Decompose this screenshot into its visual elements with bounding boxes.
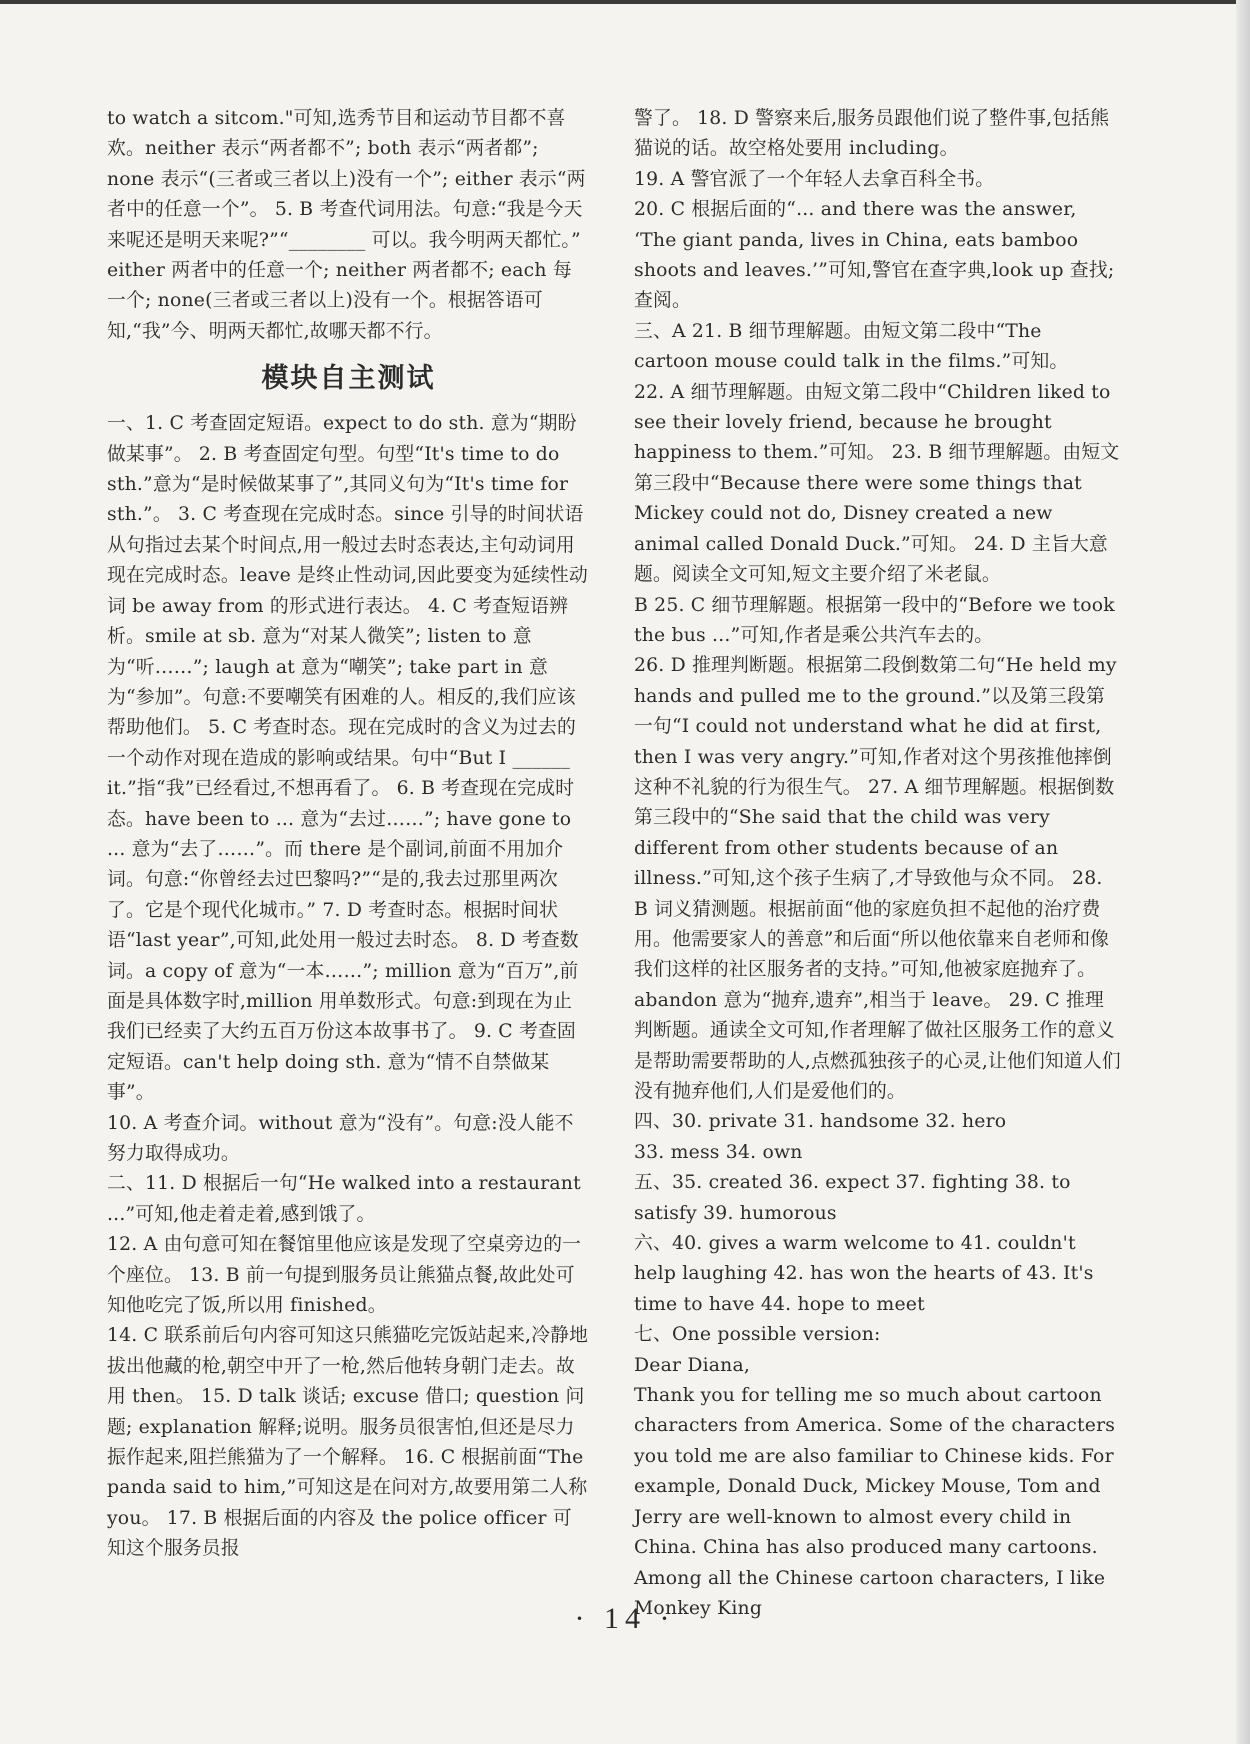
right-column — [634, 104, 1121, 1624]
answer-paragraph: 26. D 推理判断题。根据第二段倒数第二句“He held my hands and pulled me to the ground.”以及第三段第一句“I could not understand what he did at first, then I was very angry.”可知,作者对这个男孩推他摔倒这种不礼貌的行为很生气。 27. A 细节理解题。根据倒数第三段中的“She said that the child was very different from other students because of an illness.”可知,这个孩子生病了,才导致他与众不同。 28. B 词义猜测题。根据前面“他的家庭负担不起他的治疗费用。他需要家人的善意”和后面“所以他依靠来自老师和像我们这样的社区服务者的支持。”可知,他被家庭抛弃了。abandon 意为“抛弃,遗弃”,相当于 leave。 29. C 推理判断题。通读全文可知,作者理解了做社区服务工作的意义是帮助需要帮助的人,点燃孤独孩子的心灵,让他们知道人们没有抛弃他们,人们是爱他们的。 — [634, 655, 1121, 1102]
answer-paragraph: 警了。 18. D 警察来后,服务员跟他们说了整件事,包括熊猫说的话。故空格处要用 including。 — [634, 108, 1110, 160]
left-column — [107, 104, 590, 1565]
answer-paragraph: 33. mess 34. own — [634, 1141, 803, 1163]
answer-paragraph: 五、35. created 36. expect 37. fighting 38. to satisfy 39. humorous — [634, 1172, 1071, 1224]
answer-paragraph: 七、One possible version: — [634, 1324, 881, 1346]
answer-paragraph: 20. C 根据后面的“... and there was the answer, ‘The giant panda, lives in China, eats bamboo shoots and leaves.’”可知,警官在查字典,look up 查找;查阅。 — [634, 199, 1115, 312]
answer-paragraph: 10. A 考查介词。without 意为“没有”。句意:没人能不努力取得成功。 — [107, 1112, 574, 1164]
top-rule — [0, 0, 1250, 4]
section-title: 模块自主测试 — [261, 363, 436, 395]
answer-paragraph: 12. A 由句意可知在餐馆里他应该是发现了空桌旁边的一个座位。 13. B 前一句提到服务员让熊猫点餐,故此处可知他吃完了饭,所以用 finished。 — [107, 1234, 582, 1317]
answer-paragraph: 19. A 警官派了一个年轻人去拿百科全书。 — [634, 168, 995, 190]
answer-paragraph: 四、30. private 31. handsome 32. hero — [634, 1111, 1007, 1133]
answer-paragraph: Dear Diana, — [634, 1354, 751, 1376]
answer-paragraph: 二、11. D 根据后一句“He walked into a restaurant ...”可知,他走着走着,感到饿了。 — [107, 1173, 581, 1225]
answer-paragraph: 三、A 21. B 细节理解题。由短文第二段中“The cartoon mouse could talk in the films.”可知。 — [634, 320, 1069, 373]
answer-paragraph: 14. C 联系前后句内容可知这只熊猫吃完饭站起来,冷静地拔出他藏的枪,朝空中开了一枪,然后他转身朝门走去。故用 then。 15. D talk 谈话; excuse 借口; question 问题; explanation 解释;说明。服务员很害怕,但还是尽力振作起来,阻拦熊猫为了一个解释。 16. C 根据前面“The panda said to him,”可知这是在问对方,故要用第二人称 you。 17. B 根据后面的内容及 the police officer 可知这个服务员报 — [107, 1325, 589, 1560]
intro-paragraph: to watch a sitcom."可知,选秀节目和运动节目都不喜欢。neither 表示“两者都不”; both 表示“两者都”; none 表示“(三者或三者以上)没有一个”; either 表示“两者中的任意一个”。 5. B 考查代词用法。句意:“我是今天来呢还是明天来呢?”“________ 可以。我今明两天都忙。” either 两者中的任意一个; neither 两者都不; each 每一个; none(三者或三者以上)没有一个。根据答语可知,“我”今、明两天都忙,故哪天都不行。 — [107, 108, 586, 342]
answer-paragraph: Thank you for telling me so much about cartoon characters from America. Some of the characters you told me are also familiar to Chinese kids. For example, Donald Duck, Mickey Mouse, Tom and Jerry are well-known to almost every child in China. China has also produced many cartoons. Among all the Chinese cartoon characters, I like Monkey King — [634, 1385, 1116, 1619]
answer-paragraph: B 25. C 细节理解题。根据第一段中的“Before we took the bus ...”可知,作者是乘公共汽车去的。 — [634, 594, 1115, 646]
page-edge-shadow — [1236, 0, 1250, 1744]
answer-paragraph: 22. A 细节理解题。由短文第二段中“Children liked to see their lovely friend, because he brought happiness to them.”可知。 23. B 细节理解题。由短文第三段中“Because there were some things that Mickey could not do, Disney created a new animal called Donald Duck.”可知。 24. D 主旨大意题。阅读全文可知,短文主要介绍了米老鼠。 — [634, 381, 1120, 586]
answer-paragraph: 六、40. gives a warm welcome to 41. couldn't help laughing 42. has won the hearts of 43. It's time to have 44. hope to meet — [634, 1233, 1094, 1315]
page-number: · 14 · — [574, 1602, 676, 1635]
answer-paragraph: 一、1. C 考查固定短语。expect to do sth. 意为“期盼做某事”。 2. B 考查固定句型。句型“It's time to do sth.”意为“是时候做某事了”,其同义句为“It's time for sth.”。 3. C 考查现在完成时态。since 引导的时间状语从句指过去某个时间点,用一般过去时态表达,主句动词用现在完成时态。leave 是终止性动词,因此要变为延续性动词 be away from 的形式进行表达。 4. C 考查短语辨析。smile at sb. 意为“对某人微笑”; listen to 意为“听……”; laugh at 意为“嘲笑”; take part in 意为“参加”。句意:不要嘲笑有困难的人。相反的,我们应该帮助他们。 5. C 考查时态。现在完成时的含义为过去的一个动作对现在造成的影响或结果。句中“But I ______ it.”指“我”已经看过,不想再看了。 6. B 考查现在完成时态。have been to ... 意为“去过……”; have gone to ... 意为“去了……”。而 there 是个副词,前面不用加介词。句意:“你曾经去过巴黎吗?”“是的,我去过那里两次了。它是个现代化城市。” 7. D 考查时态。根据时间状语“last year”,可知,此处用一般过去时态。 8. D 考查数词。a copy of 意为“一本……”; million 意为“百万”,前面是具体数字时,million 用单数形式。句意:到现在为止我们已经卖了大约五百万份这本故事书了。 9. C 考查固定短语。can't help doing sth. 意为“情不自禁做某事”。 — [107, 413, 588, 1104]
